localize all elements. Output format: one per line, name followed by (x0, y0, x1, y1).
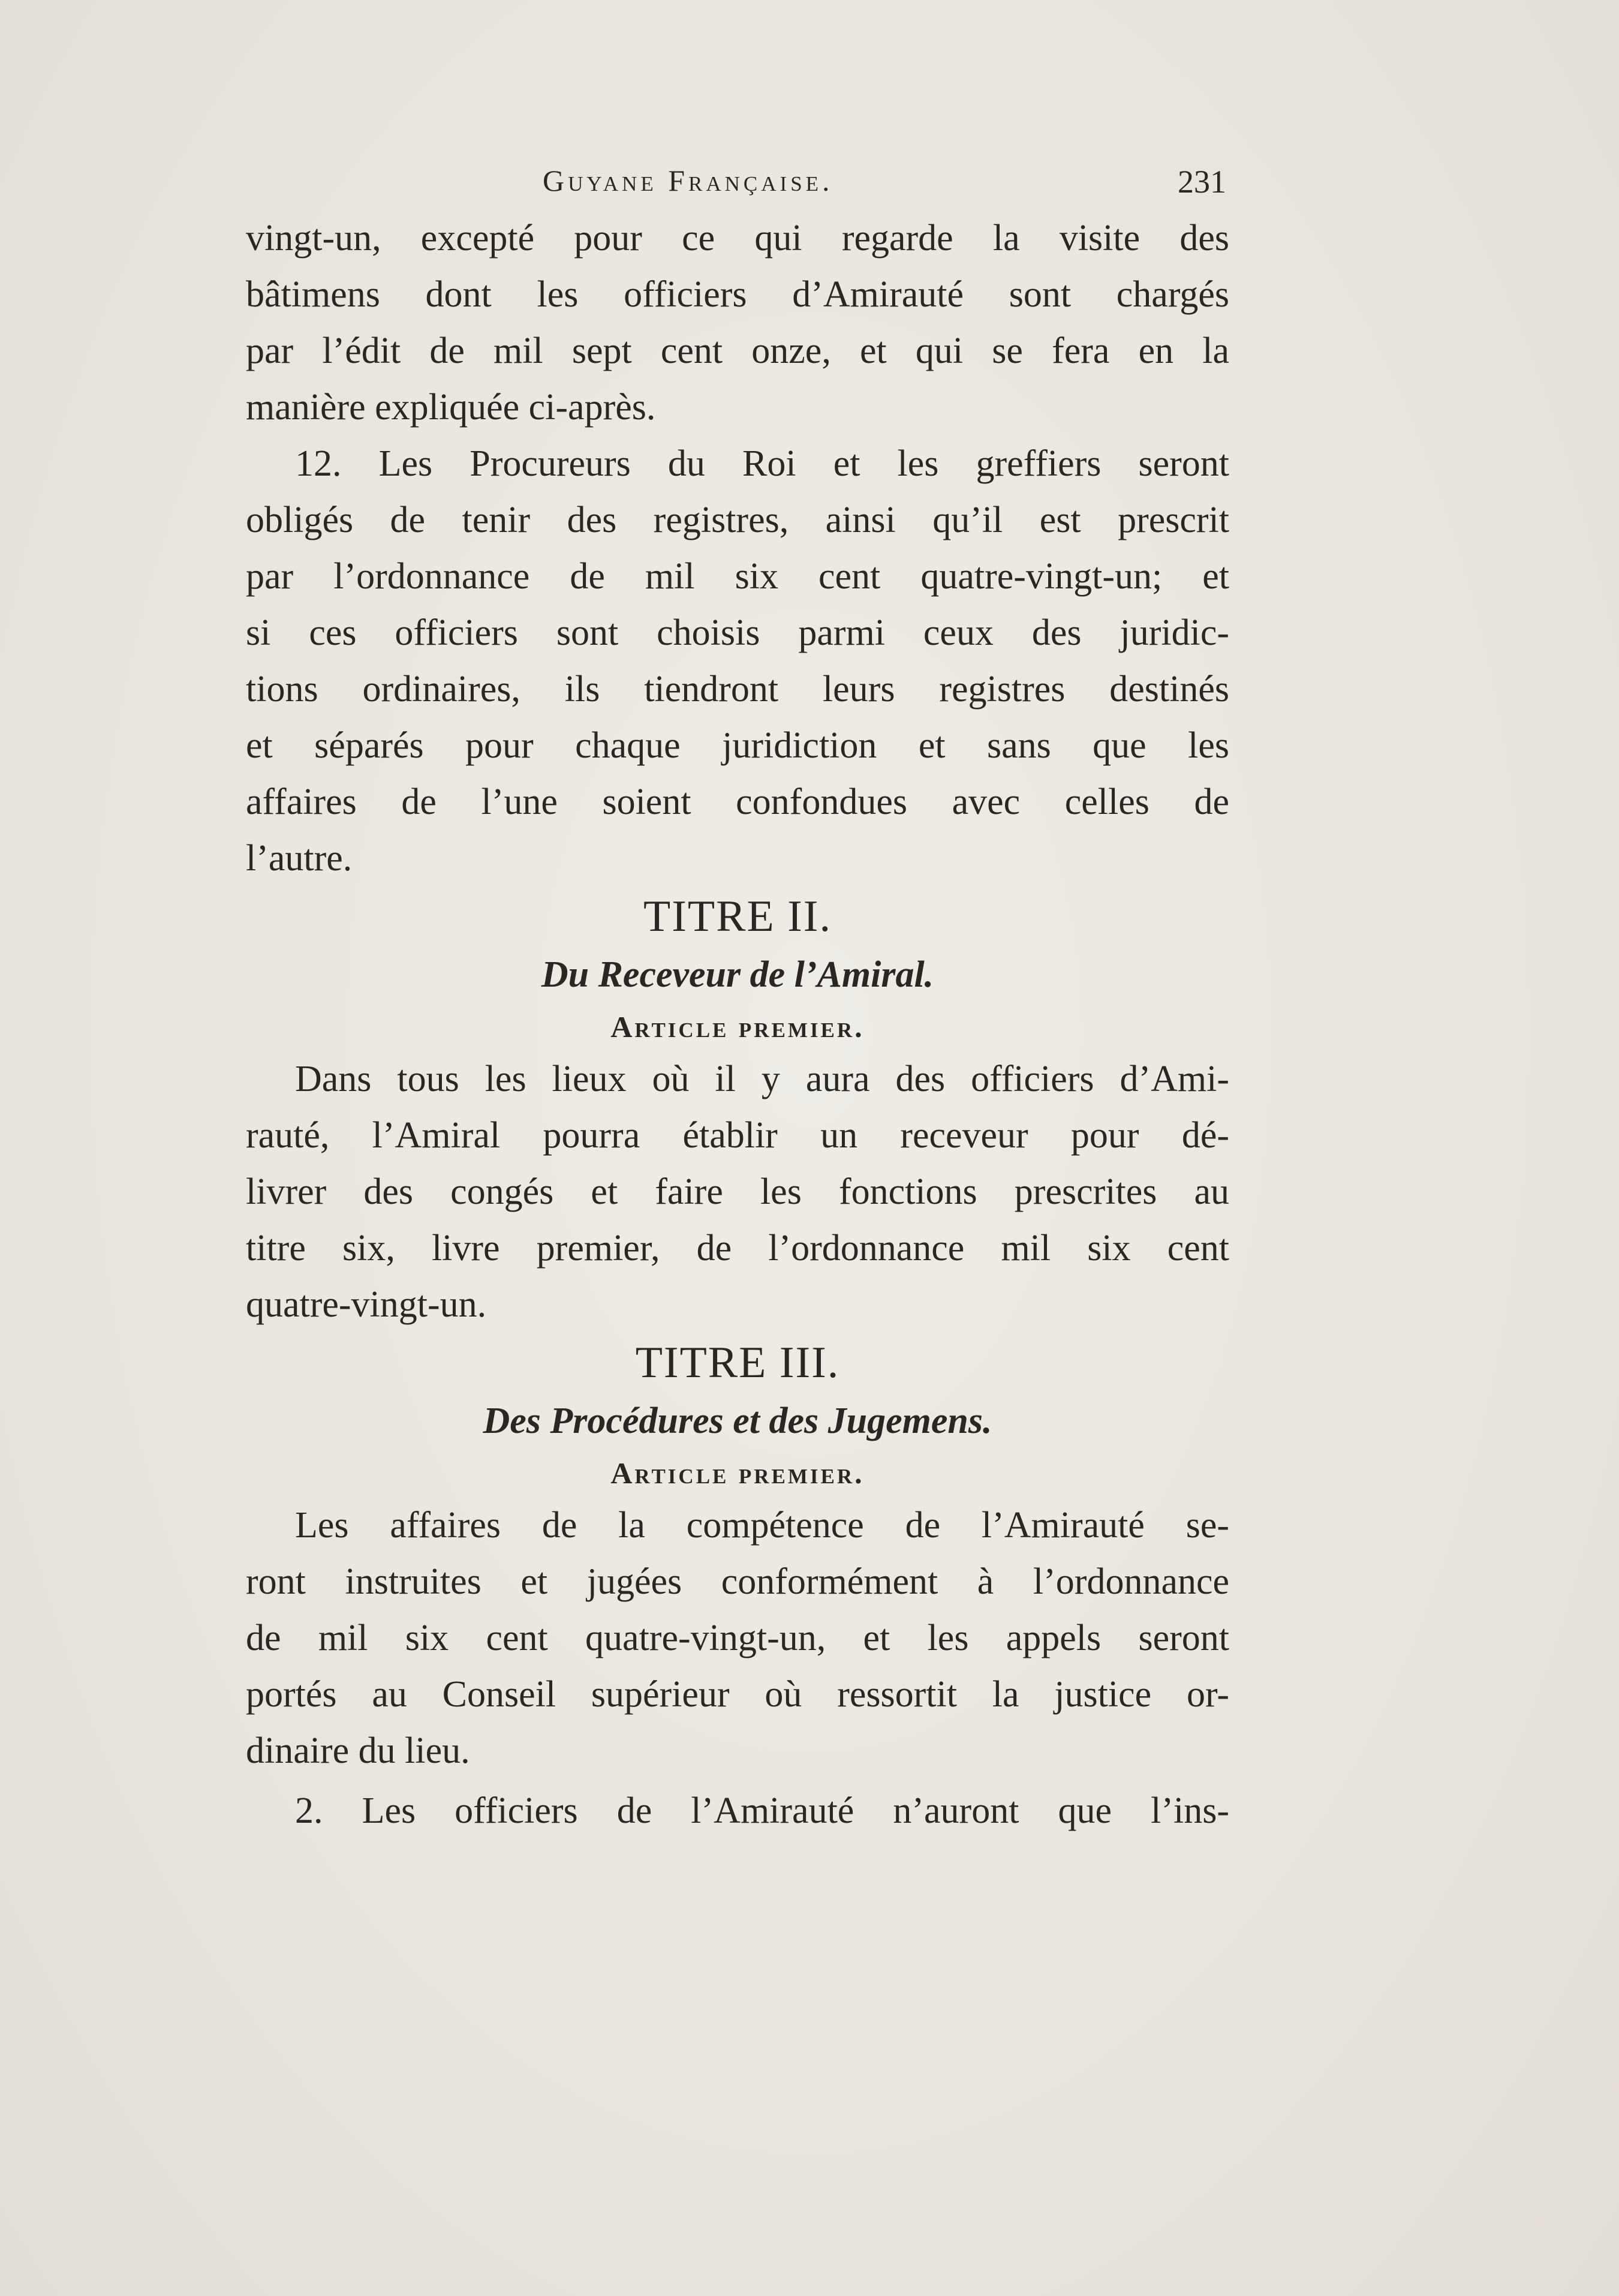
article-heading: Article premier. (610, 1456, 865, 1490)
text-line: et séparés pour chaque juridiction et sans que les (246, 725, 1229, 766)
text-line: 12. Les Procureurs du Roi et les greffiers seront (295, 443, 1229, 484)
text-line: obligés de tenir des registres, ainsi qu’il est prescrit (246, 500, 1229, 540)
titre-3-section (246, 1333, 1229, 1839)
section-heading: TITRE II. (643, 892, 832, 941)
text-line: vingt-un, excepté pour ce qui regarde la visite des (246, 218, 1229, 259)
text-line: Les affaires de la compétence de l’Amirauté se- (295, 1505, 1229, 1546)
running-head: Guyane Française. (543, 164, 833, 197)
section-subtitle: Du Receveur de l’Amiral. (541, 954, 934, 995)
text-line: quatre-vingt-un. (246, 1284, 487, 1325)
text-line: de mil six cent quatre-vingt-un, et les appels seront (246, 1618, 1229, 1658)
text-line: ront instruites et jugées conformément à l’ordonnance (246, 1561, 1229, 1602)
text-line: livrer des congés et faire les fonctions prescrites au (246, 1171, 1229, 1212)
body-text (246, 210, 1229, 1839)
text-line: bâtimens dont les officiers d’Amirauté sont chargés (246, 274, 1229, 315)
titre-2-section (246, 886, 1229, 1333)
text-line: par l’ordonnance de mil six cent quatre-vingt-un; et (246, 556, 1229, 597)
text-line: dinaire du lieu. (246, 1730, 470, 1771)
text-line: 2. Les officiers de l’Amirauté n’auront que l’ins- (295, 1790, 1229, 1831)
text-line: Dans tous les lieux où il y aura des officiers d’Ami- (295, 1059, 1229, 1099)
text-line: si ces officiers sont choisis parmi ceux des juridic- (246, 612, 1229, 653)
text-line: tions ordinaires, ils tiendront leurs registres destinés (246, 669, 1229, 710)
text-line: titre six, livre premier, de l’ordonnance mil six cent (246, 1228, 1229, 1269)
article-heading: Article premier. (610, 1010, 865, 1044)
page-header (543, 163, 1226, 205)
text-line: affaires de l’une soient confondues avec celles de (246, 782, 1229, 822)
text-line: rauté, l’Amiral pourra établir un receveur pour dé- (246, 1115, 1229, 1156)
text-line: l’autre. (246, 838, 353, 879)
section-subtitle: Des Procédures et des Jugemens. (483, 1401, 992, 1441)
article-12-paragraph (246, 435, 1229, 886)
text-line: par l’édit de mil sept cent onze, et qui se fera en la (246, 330, 1229, 371)
text-line: portés au Conseil supérieur où ressortit la justice or- (246, 1674, 1229, 1715)
text-line: manière expliquée ci-après. (246, 387, 656, 428)
continued-paragraph (246, 210, 1229, 435)
page-number: 231 (1178, 164, 1226, 200)
section-heading: TITRE III. (635, 1338, 840, 1387)
